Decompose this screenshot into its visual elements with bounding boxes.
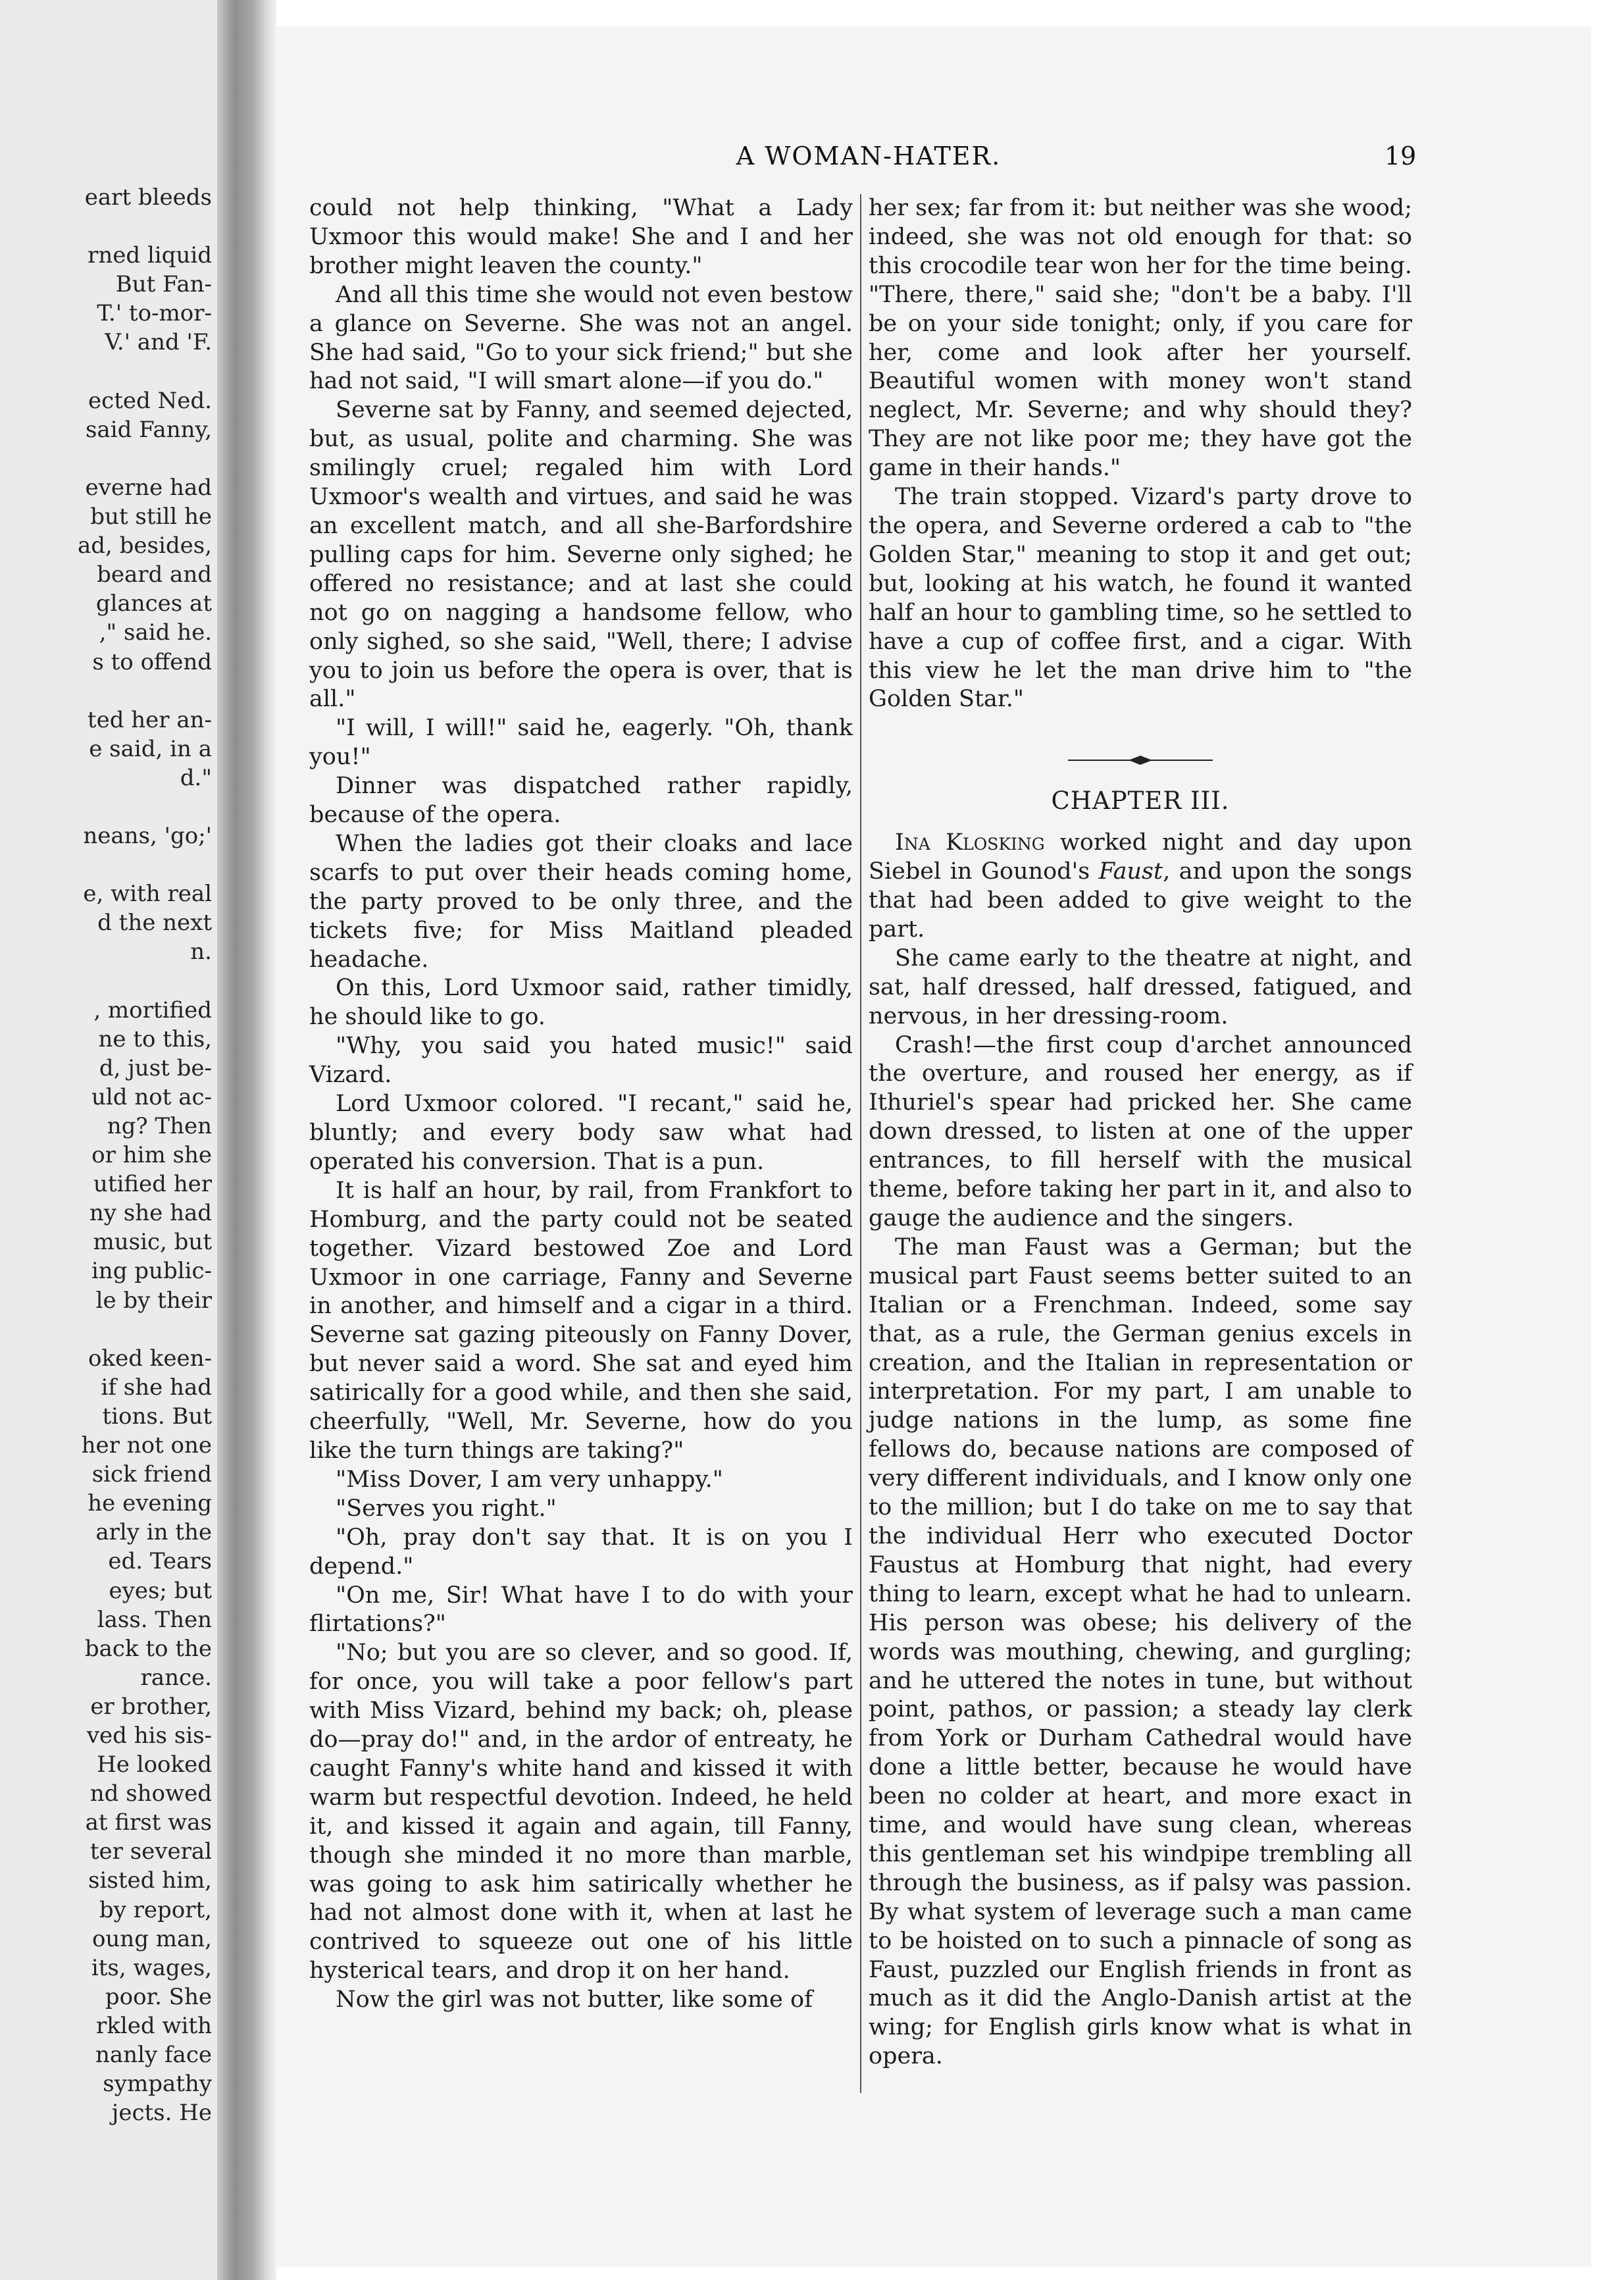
facing-page-line: music, but <box>93 1229 212 1256</box>
facing-page-line: he evening <box>88 1490 212 1517</box>
facing-page-line: said Fanny, <box>85 416 212 443</box>
paragraph: could not help thinking, "What a Lady Uxmoor this would make! She and I and her brother might leaven the county." <box>309 195 853 279</box>
facing-page-line: ed. Tears <box>108 1548 212 1575</box>
facing-page-line <box>0 444 212 473</box>
text-column-right <box>869 194 1412 2071</box>
facing-page-line: ng? Then <box>107 1113 212 1139</box>
facing-page-line: rance. <box>140 1664 212 1691</box>
facing-page-line: poor. She <box>105 1983 212 2010</box>
facing-page-line: , mortified <box>93 997 212 1023</box>
paragraph: "No; but you are so clever, and so good. If, for once, you will take a poor fellow's part with Miss Vizard, behind my back; oh, please do—pray do!" and, in the ardor of entreaty, he caught Fanny's white hand and kissed it with warm but respectful devotion. Indeed, he held it, and kissed it again and again, till Fanny, though she minded it no more than marble, was going to ask him satirically whether he had not almost done with it, when at last he contrived to squeeze out one of his little hysterical tears, and drop it on her hand. <box>309 1640 853 1984</box>
facing-page-line <box>0 967 212 996</box>
paragraph: The train stopped. Vizard's party drove to the opera, and Severne ordered a cab to "the Golden Star," meaning to stop it and get out; but, looking at his watch, he found it wanted half an hour to gambling time, so he settled to have a cup of coffee first, and a cigar. With this view he let the man drive him to "the Golden Star." <box>869 484 1412 713</box>
facing-page-line: nanly face <box>95 2042 212 2068</box>
facing-page-line: rned liquid <box>88 242 212 269</box>
paragraph: The man Faust was a German; but the musical part Faust seems better suited to an Italian or a Frenchman. Indeed, some say that, as a rule, the German genius excels in creation, and the Italian in representation or interpretation. For my part, I am unable to judge nations in the lump, as some fine fellows do, because nations are composed of very different individuals, and I know only one to the million; but I do take on me to say that the individual Herr who executed Doctor Faustus at Homburg that night, had every thing to learn, except what he had to unlearn. His person was obese; his delivery of the words was mouthing, chewing, and gurgling; and he uttered the notes in tune, but without point, pathos, or passion; a steady lay clerk from York or Durham Cathedral would have done a little better, because he would have been no colder at heart, and more exact in time, and would have sung clean, whereas this gentleman set his windpipe trembling all through the business, as if palsy was passion. By what system of leverage such a man came to be hoisted on to such a pinnacle of song as Faust, puzzled our English friends in front as much as it did the Anglo-Danish artist at the wing; for English girls know what is what in opera. <box>869 1233 1412 2070</box>
facing-page-line <box>0 792 212 821</box>
facing-page-line: eart bleeds <box>84 184 212 211</box>
paragraph: "Oh, pray don't say that. It is on you I depend." <box>309 1524 853 1580</box>
paragraph: When the ladies got their cloaks and lace scarfs to put over their heads coming home, the party proved to be only three, and the tickets five; for Miss Maitland pleaded headache. <box>309 830 853 973</box>
paragraph: Lord Uxmoor colored. "I recant," said he, bluntly; and every body saw what had operated his conversion. That is a pun. <box>309 1091 853 1175</box>
chapter-opening-paragraph <box>869 829 1412 945</box>
facing-page-line: ter several <box>89 1838 212 1865</box>
facing-page-line: her not one <box>81 1432 212 1459</box>
facing-page-line: rkled with <box>96 2012 212 2039</box>
facing-page-line: oked keen- <box>88 1345 212 1372</box>
facing-page-line: sympathy <box>103 2071 212 2098</box>
opening-text: worked night and day upon Siebel in Gounod's <box>869 829 1412 885</box>
page-edge <box>1591 26 1624 2267</box>
facing-page-line: ny she had <box>89 1200 212 1227</box>
paragraph: "On me, Sir! What have I to do with your flirtations?" <box>309 1582 853 1638</box>
facing-page-line: at first was <box>85 1809 212 1836</box>
facing-page-line: eyes; but <box>109 1577 212 1604</box>
facing-page-line: or him she <box>91 1142 212 1169</box>
facing-page-line: tions. But <box>102 1403 212 1430</box>
facing-page-line: lass. Then <box>97 1606 212 1633</box>
section-ornament <box>1068 754 1213 767</box>
facing-page-line: d the next <box>97 910 212 937</box>
opening-italic: Faust <box>1098 858 1163 885</box>
facing-page-line: d, just be- <box>99 1054 212 1081</box>
chapter-title: CHAPTER III. <box>1051 787 1230 816</box>
facing-page-line <box>0 1315 212 1344</box>
facing-page-line: by report, <box>99 1896 212 1923</box>
facing-page-line: neans, 'go;' <box>83 823 212 850</box>
paragraph: And all this time she would not even bestow a glance on Severne. She was not an angel. She had said, "Go to your sick friend;" but she had not said, "I will smart alone—if you do." <box>309 281 853 395</box>
column-rule <box>860 194 861 2093</box>
facing-page-line: nd showed <box>89 1780 212 1807</box>
facing-page-line: its, wages, <box>91 1954 212 1981</box>
facing-page-line: ved his sis- <box>86 1722 212 1749</box>
paragraph: Dinner was dispatched rather rapidly, because of the opera. <box>309 773 853 829</box>
facing-page-line <box>0 357 212 386</box>
facing-page-line: oung man, <box>91 1925 212 1952</box>
facing-page-line: But Fan- <box>115 271 212 298</box>
facing-page-line: jects. He <box>111 2100 212 2127</box>
facing-page-line: s to offend <box>92 648 212 675</box>
paragraph: Severne sat by Fanny, and seemed dejected, but, as usual, polite and charming. She was smilingly cruel; regaled him with Lord Uxmoor's wealth and virtues, and said he was an excellent match, and all she-Barfordshire pulling caps for him. Severne only sighed; he offered no resistance; and at last she could not go on nagging a handsome fellow, who only sighed, so she said, "Well, there; I advise you to join us before the opera is over, that is all." <box>309 397 853 713</box>
facing-page-line: ted her an- <box>87 706 212 733</box>
facing-page-line <box>0 212 212 241</box>
facing-page-line: if she had <box>101 1374 212 1401</box>
facing-page-line: He looked <box>97 1751 212 1778</box>
paragraph: It is half an hour, by rail, from Frankfort to Homburg, and the party could not be seated together. Vizard bestowed Zoe and Lord Uxmoor in one carriage, Fanny and Severne in another, and himself and a cigar in a third. Severne sat gazing piteously on Fanny Dover, but never said a word. She sat and eyed him satirically for a good while, and then she said, cheerfully, "Well, Mr. Severne, how do you like the turn things are taking?" <box>309 1177 853 1464</box>
facing-page-line: e, with real <box>83 881 212 908</box>
paragraph: "Why, you said you hated music!" said Vizard. <box>309 1033 853 1089</box>
paragraph: Now the girl was not butter, like some of <box>336 1986 813 2013</box>
facing-page-line: ected Ned. <box>88 387 212 414</box>
facing-page-line: sick friend <box>91 1461 212 1488</box>
facing-page-line: utified her <box>93 1171 212 1198</box>
facing-page-line: e said, in a <box>89 735 212 762</box>
facing-page-line <box>0 850 212 879</box>
page-number: 19 <box>1384 142 1417 170</box>
facing-page-text <box>0 183 212 2127</box>
facing-page-line: T.' to-mor- <box>97 300 212 327</box>
facing-page-line: but still he <box>90 504 212 531</box>
paragraph: On this, Lord Uxmoor said, rather timidly, he should like to go. <box>309 975 853 1031</box>
paragraph: She came early to the theatre at night, and sat, half dressed, half dressed, fatigued, and nervous, in her dressing-room. <box>869 945 1412 1029</box>
text-column-left <box>309 194 853 2015</box>
facing-page-line: back to the <box>84 1635 212 1662</box>
facing-page-line: arly in the <box>95 1519 212 1546</box>
opening-text-end: , and upon the songs that had been added to give weight to the part. <box>869 858 1412 943</box>
facing-page-line: ad, besides, <box>78 532 212 559</box>
facing-page-line: ne to this, <box>98 1025 212 1052</box>
book-gutter <box>217 0 276 2280</box>
facing-page-fragment <box>0 0 217 2280</box>
facing-page-line: beard and <box>97 561 212 588</box>
facing-page-line: everne had <box>85 474 212 501</box>
paragraph: her sex; far from it: but neither was she wood; indeed, she was not old enough for that: so this crocodile tear won her for the time being. "There, there," said she; "don't be a baby. I'll be on your side tonight; only, if you care for her, come and look after her yourself. Beautiful women with money won't stand neglect, Mr. Severne; and why should they? They are not like poor me; they have got the game in their hands." <box>869 195 1412 482</box>
paragraph: "I will, I will!" said he, eagerly. "Oh, thank you!" <box>309 715 853 771</box>
facing-page-line: n. <box>190 939 212 966</box>
running-head: A WOMAN-HATER. <box>736 142 1002 170</box>
paragraph: "Miss Dover, I am very unhappy." <box>336 1466 723 1493</box>
facing-page-line: glances at <box>95 590 212 617</box>
paragraph: Crash!—the first coup d'archet announced the overture, and roused her energy, as if Ithuriel's spear had pricked her. She came down dressed, to listen at one of the upper entrances, to fill herself with the musical theme, before taking her part in it, and also to gauge the audience and the singers. <box>869 1031 1412 1231</box>
opening-small-caps: Ina Klosking <box>895 829 1045 856</box>
facing-page-line: d." <box>180 764 212 791</box>
paragraph: "Serves you right." <box>336 1495 557 1522</box>
facing-page-line: er brother, <box>90 1693 212 1720</box>
facing-page-line: sisted him, <box>88 1867 212 1894</box>
facing-page-line <box>0 677 212 706</box>
facing-page-line: ," said he. <box>99 619 212 646</box>
facing-page-line: V.' and 'F. <box>105 329 212 356</box>
facing-page-line: le by their <box>95 1287 212 1314</box>
facing-page-line: uld not ac- <box>91 1083 212 1110</box>
facing-page-line: ing public- <box>91 1258 212 1285</box>
